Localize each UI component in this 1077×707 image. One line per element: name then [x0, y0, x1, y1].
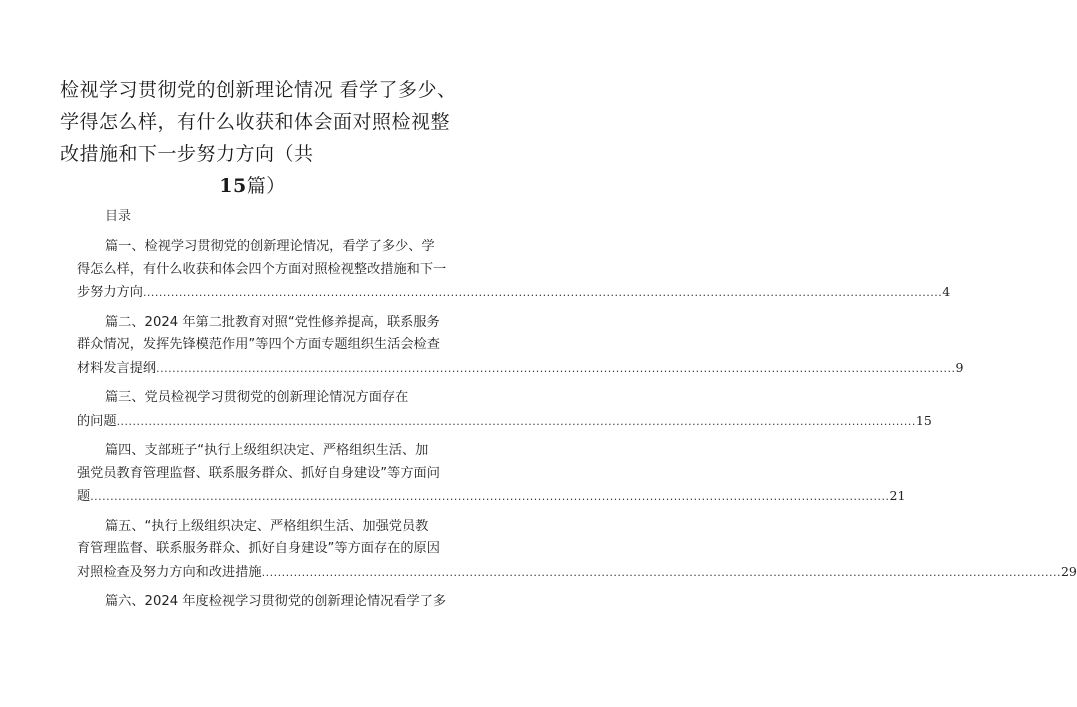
toc-dot-leader: ........................................................................................................................................................................................................: [142, 286, 943, 299]
title-line-1: 检视学习贯彻党的创新理论情况 看学了多少、: [60, 79, 457, 101]
toc-page-number: 21: [889, 488, 906, 503]
document-title: [60, 74, 457, 202]
toc-entry-line: 群众情况，发挥先锋模范作用”等四个方面专题组织生活会检查: [77, 337, 440, 352]
title-count-suffix: 篇）: [246, 175, 286, 197]
title-line-3: 改措施和下一步努力方向（共: [60, 143, 314, 165]
toc-entry-text: 题: [77, 489, 91, 504]
toc-entry-last-line: [77, 561, 1077, 585]
toc-entry[interactable]: [77, 440, 906, 509]
toc-page-number: 4: [942, 284, 951, 299]
toc-entry-text: 对照检查及努力方向和改进措施: [77, 564, 262, 580]
title-count-number: 15: [219, 175, 247, 197]
table-of-contents: [77, 236, 1077, 621]
toc-entry-text: 的问题: [77, 413, 117, 429]
toc-dot-leader: ........................................................................................................................................................................................................: [116, 414, 916, 428]
toc-entry[interactable]: [77, 312, 964, 381]
toc-entry[interactable]: [77, 236, 951, 305]
toc-page-number: 15: [915, 412, 932, 428]
toc-entry-text: 步努力方向: [77, 285, 143, 300]
toc-entry-line: 篇一、检视学习贯彻党的创新理论情况，看学了多少、学: [105, 239, 435, 254]
toc-entry-line: 篇六、2024 年度检视学习贯彻党的创新理论情况看学了多: [105, 594, 447, 609]
toc-page-number: 29: [1060, 563, 1077, 579]
toc-entry-line: 得怎么样，有什么收获和体会四个方面对照检视整改措施和下一: [77, 261, 447, 277]
title-line-2: 学得怎么样，有什么收获和体会面对照检视整: [60, 111, 451, 133]
toc-entry-line: 篇五、“执行上级组织决定、严格组织生活、加强党员教: [105, 518, 429, 534]
toc-dot-leader: ........................................................................................................................................................................................................: [261, 565, 1061, 579]
toc-entry-line: 强党员教育管理监督、联系服务群众、抓好自身建设”等方面问: [77, 465, 440, 481]
toc-entry[interactable]: [77, 516, 1077, 585]
toc-entry-last-line: [77, 485, 906, 509]
toc-entry-line: 育管理监督、联系服务群众、抓好自身建设”等方面存在的原因: [77, 541, 440, 556]
toc-heading: 目录: [105, 209, 132, 224]
toc-entry[interactable]: [77, 387, 932, 433]
toc-entry-text: 材料发言提纲: [77, 360, 157, 376]
toc-entry-last-line: [77, 281, 951, 305]
toc-entry-last-line: [77, 410, 932, 434]
toc-entry[interactable]: [77, 591, 447, 614]
title-line-4: [60, 170, 445, 202]
toc-dot-leader: ........................................................................................................................................................................................................: [90, 490, 890, 503]
toc-entry-line: 篇四、支部班子“执行上级组织决定、严格组织生活、加: [105, 443, 429, 458]
toc-dot-leader: ........................................................................................................................................................................................................: [156, 361, 956, 375]
toc-entry-line: 篇三、党员检视学习贯彻党的创新理论情况方面存在: [105, 390, 409, 405]
toc-page-number: 9: [955, 359, 964, 375]
toc-entry-line: 篇二、2024 年第二批教育对照“党性修养提高，联系服务: [105, 314, 440, 330]
toc-entry-last-line: [77, 357, 964, 381]
